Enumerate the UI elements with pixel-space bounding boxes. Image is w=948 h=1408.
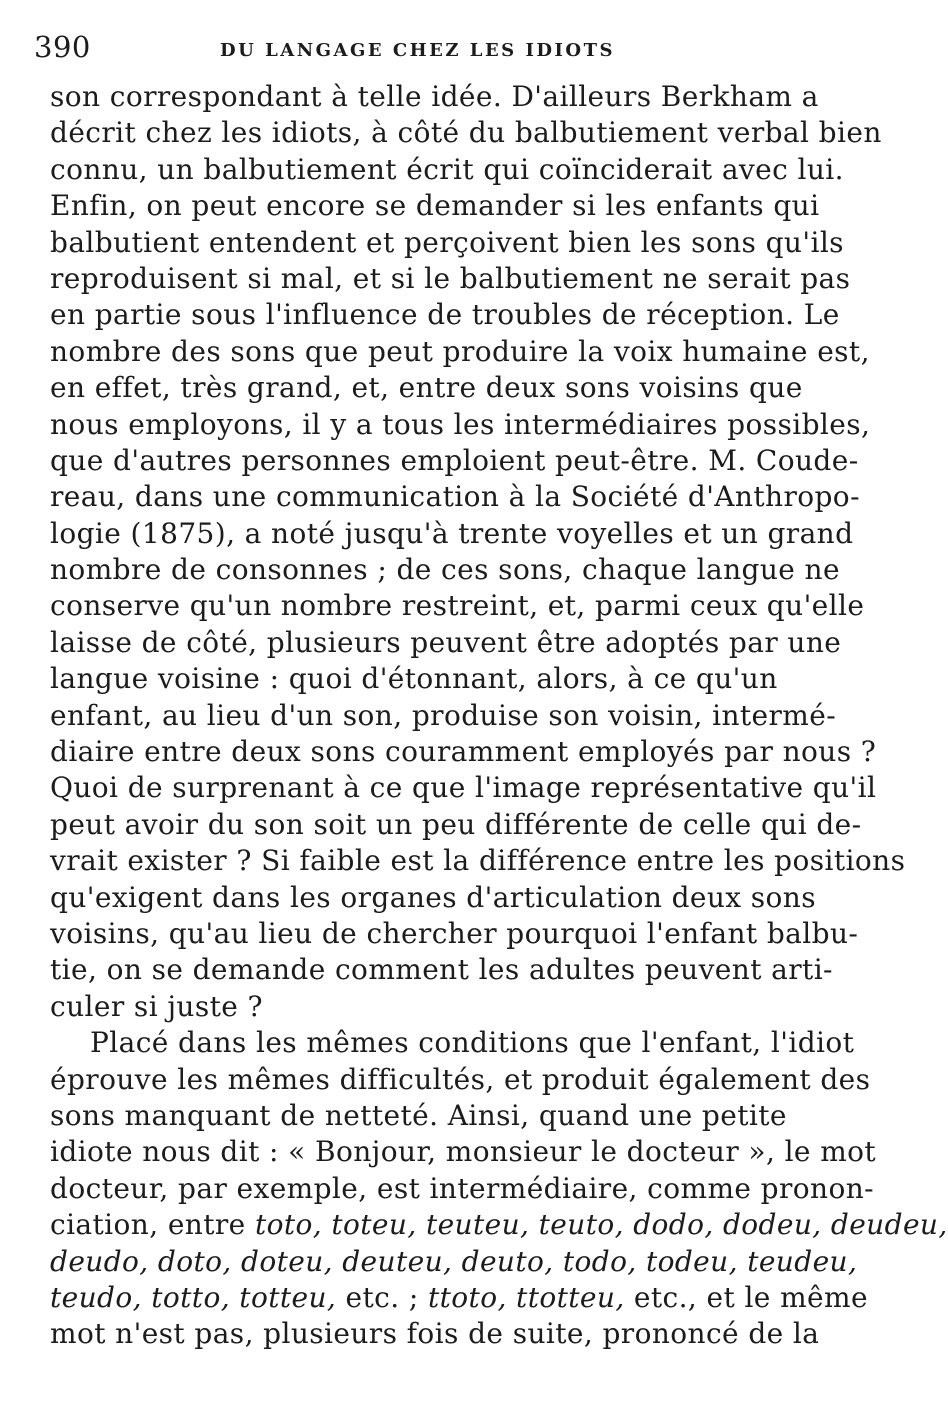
text-line: décrit chez les idiots, à côté du balbutiement verbal bien [50,116,882,150]
text-line: sons manquant de netteté. Ainsi, quand une petite [50,1098,787,1132]
text-line: nombre de consonnes ; de ces sons, chaque langue ne [50,553,840,587]
text-line: reau, dans une communication à la Société d'Anthropo- [50,480,860,514]
text-line: docteur, par exemple, est intermédiaire, comme pronon- [50,1171,875,1205]
body-text [50,79,948,1353]
text-line: nous employons, il y a tous les intermédiaires possibles, [50,407,871,441]
text-line: nombre des sons que peut produire la voix humaine est, [50,334,870,368]
text-line: qu'exigent dans les organes d'articulation deux sons [50,880,817,914]
text-line: enfant, au lieu d'un son, produise son voisin, intermé- [50,698,837,732]
text-line: conserve qu'un nombre restreint, et, parmi ceux qu'elle [50,589,865,623]
text-line: son correspondant à telle idée. D'ailleurs Berkham a [50,80,819,113]
text-line: éprouve les mêmes difficultés, et produit également des [50,1062,871,1096]
text-line-mixed [50,1207,948,1243]
text-line: Placé dans les mêmes conditions que l'enfant, l'idiot [90,1026,855,1060]
plain-text: ciation, entre [50,1208,255,1242]
text-line: mot n'est pas, plusieurs fois de suite, prononcé de la [50,1317,820,1351]
plain-text: etc. ; [336,1280,428,1314]
text-line: voisins, qu'au lieu de chercher pourquoi l'enfant balbu- [50,916,859,950]
plain-text: etc., et le même [624,1280,868,1314]
text-line: connu, un balbutiement écrit qui coïnciderait avec lui. [50,152,844,186]
text-line: reproduisent si mal, et si le balbutiement ne serait pas [50,261,851,295]
text-line: idiote nous dit : « Bonjour, monsieur le docteur », le mot [50,1135,877,1169]
italic-text: deudo, doto, doteu, deuteu, deuto, todo, todeu, teudeu, [50,1244,858,1278]
italic-text: toto, toteu, teuteu, teuto, dodo, dodeu, deudeu, [254,1208,948,1242]
text-line: Enfin, on peut encore se demander si les enfants qui [50,189,820,223]
text-line: logie (1875), a noté jusqu'à trente voyelles et un grand [50,516,854,550]
paragraph-2 [50,1025,948,1353]
page-number: 390 [34,30,91,64]
paragraph-1 [50,79,906,1025]
text-line: Quoi de surprenant à ce que l'image représentative qu'il [50,771,877,805]
text-line: que d'autres personnes emploient peut-être. M. Coude- [50,443,859,477]
text-line: laisse de côté, plusieurs peuvent être adoptés par une [50,625,842,659]
running-head: DU LANGAGE CHEZ LES IDIOTS [220,40,615,61]
text-line: culer si juste ? [50,989,263,1023]
text-line: vrait exister ? Si faible est la différence entre les positions [50,844,906,878]
text-line: en effet, très grand, et, entre deux sons voisins que [50,371,803,405]
text-line: langue voisine : quoi d'étonnant, alors, à ce qu'un [50,662,778,696]
text-line-italic [50,1244,858,1280]
text-line: en partie sous l'influence de troubles de réception. Le [50,298,840,332]
text-line: peut avoir du son soit un peu différente de celle qui de- [50,807,862,841]
italic-text: ttoto, ttotteu, [427,1280,625,1314]
text-line-mixed [50,1280,868,1316]
text-line: balbutient entendent et perçoivent bien les sons qu'ils [50,225,844,259]
text-line: tie, on se demande comment les adultes peuvent arti- [50,953,833,987]
text-line: diaire entre deux sons couramment employés par nous ? [50,735,877,769]
italic-text: teudo, totto, totteu, [50,1280,337,1314]
